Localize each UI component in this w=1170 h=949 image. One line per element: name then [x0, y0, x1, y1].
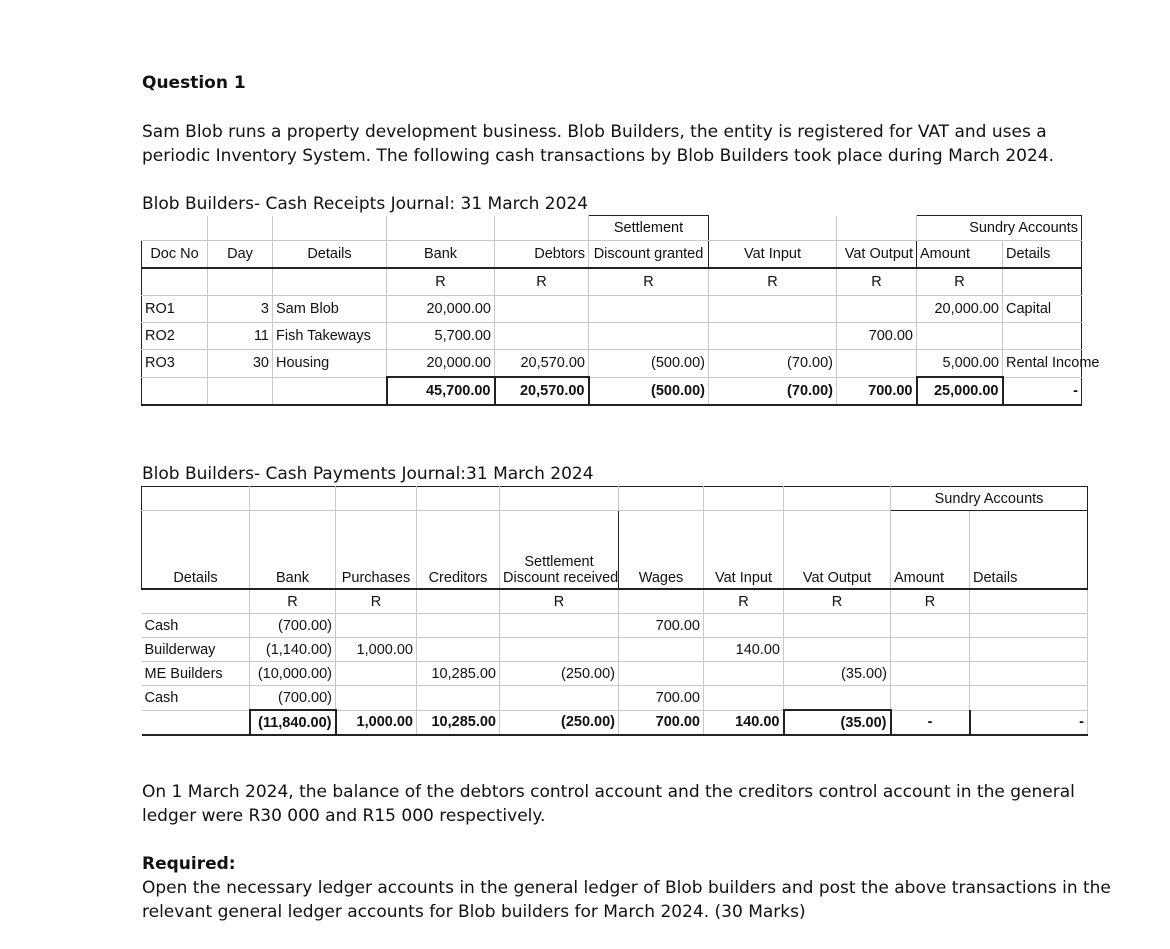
payments-header-details: Details [142, 511, 250, 590]
vat-output-cell [784, 686, 891, 711]
creditors-cell: 10,285.00 [417, 662, 500, 686]
purchases-cell [336, 614, 417, 638]
payments-header-bank: Bank [250, 511, 336, 590]
payments-unit-bank: R [250, 589, 336, 614]
total-debtors-cell: 20,570.00 [495, 377, 589, 405]
table-row [142, 350, 1082, 378]
vat-output-cell: (35.00) [784, 662, 891, 686]
creditors-cell [417, 686, 500, 711]
sundry-details-cell [970, 662, 1088, 686]
payments-header-purchases: Purchases [336, 511, 417, 590]
intro-line-1: Sam Blob runs a property development business. Blob Builders, the entity is registered for VAT and uses a [142, 122, 1047, 142]
receipts-header-vat-input: Vat Input [709, 241, 837, 269]
debtors-cell: 20,570.00 [495, 350, 589, 378]
vat-input-cell [704, 662, 784, 686]
total-sundry-details-cell: - [1003, 377, 1082, 405]
receipts-totals-row [142, 377, 1082, 405]
purchases-cell [336, 686, 417, 711]
question-title: Question 1 [142, 73, 246, 93]
debtors-cell [495, 296, 589, 323]
discount-cell: (500.00) [589, 350, 709, 378]
vat-input-cell [709, 323, 837, 350]
intro-line-2: periodic Inventory System. The following cash transactions by Blob Builders took place during March 2024. [142, 146, 1054, 166]
amount-cell [891, 662, 970, 686]
vat-output-cell [784, 614, 891, 638]
payments-header-settlement: Settlement [524, 554, 594, 570]
creditors-cell [417, 638, 500, 662]
payments-header-creditors: Creditors [417, 511, 500, 590]
sundry-details-cell: Rental Income [1003, 350, 1082, 378]
payments-header-sundry-details: Details [970, 511, 1088, 590]
amount-cell [917, 323, 1003, 350]
payments-header-settlement-cell [500, 511, 619, 590]
wages-cell: 700.00 [619, 614, 704, 638]
vat-input-cell [704, 686, 784, 711]
day-cell: 3 [208, 296, 273, 323]
details-cell: Sam Blob [273, 296, 387, 323]
payments-header-wages: Wages [619, 511, 704, 590]
total-creditors-cell: 10,285.00 [417, 710, 500, 735]
table-row [142, 296, 1082, 323]
receipts-header-details: Details [273, 241, 387, 269]
discount-cell [500, 638, 619, 662]
total-discount-cell: (500.00) [589, 377, 709, 405]
total-sundry-details-cell: - [970, 710, 1088, 735]
doc-no-cell: RO3 [142, 350, 208, 378]
sundry-details-cell: Capital [1003, 296, 1082, 323]
amount-cell [891, 638, 970, 662]
payments-unit-discount: R [500, 589, 619, 614]
receipts-unit-amount: R [917, 268, 1003, 296]
receipts-header-row-2 [142, 241, 1082, 269]
receipts-unit-discount: R [589, 268, 709, 296]
details-cell: Cash [142, 614, 250, 638]
vat-output-cell [784, 638, 891, 662]
required-line-2: relevant general ledger accounts for Blob builders for March 2024. (30 Marks) [142, 902, 806, 922]
discount-cell [500, 614, 619, 638]
payments-header-vat-input: Vat Input [704, 511, 784, 590]
vat-input-cell [704, 614, 784, 638]
required-line-1: Open the necessary ledger accounts in the general ledger of Blob builders and post the above transactions in the [142, 878, 1111, 898]
payments-unit-row [142, 589, 1088, 614]
receipts-header-row-1 [142, 216, 1082, 241]
vat-output-cell: 700.00 [837, 323, 917, 350]
payments-unit-amount: R [891, 589, 970, 614]
receipts-header-vat-output: Vat Output [837, 241, 917, 269]
discount-cell: (250.00) [500, 662, 619, 686]
total-amount-cell: - [891, 710, 970, 735]
table-row [142, 662, 1088, 686]
vat-output-cell [837, 296, 917, 323]
day-cell: 11 [208, 323, 273, 350]
discount-cell [589, 296, 709, 323]
wages-cell [619, 662, 704, 686]
total-vat-output-cell: (35.00) [784, 710, 891, 735]
discount-cell [500, 686, 619, 711]
receipts-header-debtors: Debtors [495, 241, 589, 269]
total-bank-cell: 45,700.00 [387, 377, 495, 405]
discount-cell [589, 323, 709, 350]
creditors-cell [417, 614, 500, 638]
details-cell: Fish Takeways [273, 323, 387, 350]
receipts-header-sundry-details: Details [1003, 241, 1082, 269]
sundry-details-cell [970, 614, 1088, 638]
table-row [142, 323, 1082, 350]
cash-payments-journal-table [141, 486, 1088, 736]
balance-paragraph-line-1: On 1 March 2024, the balance of the debtors control account and the creditors control account in the general [142, 782, 1075, 802]
details-cell: Housing [273, 350, 387, 378]
total-vat-input-cell: (70.00) [709, 377, 837, 405]
payments-journal-title: Blob Builders- Cash Payments Journal:31 March 2024 [142, 464, 594, 484]
bank-cell: 5,700.00 [387, 323, 495, 350]
amount-cell: 20,000.00 [917, 296, 1003, 323]
purchases-cell: 1,000.00 [336, 638, 417, 662]
payments-totals-row [142, 710, 1088, 735]
table-row [142, 614, 1088, 638]
sundry-details-cell [970, 638, 1088, 662]
receipts-header-amount: Amount [917, 241, 1003, 269]
details-cell: Builderway [142, 638, 250, 662]
debtors-cell [495, 323, 589, 350]
total-vat-input-cell: 140.00 [704, 710, 784, 735]
payments-header-vat-output: Vat Output [784, 511, 891, 590]
receipts-unit-bank: R [387, 268, 495, 296]
total-discount-cell: (250.00) [500, 710, 619, 735]
total-wages-cell: 700.00 [619, 710, 704, 735]
bank-cell: (700.00) [250, 686, 336, 711]
wages-cell: 700.00 [619, 686, 704, 711]
sundry-details-cell [970, 686, 1088, 711]
amount-cell [891, 614, 970, 638]
details-cell: ME Builders [142, 662, 250, 686]
vat-input-cell: 140.00 [704, 638, 784, 662]
required-label: Required: [142, 854, 236, 874]
total-purchases-cell: 1,000.00 [336, 710, 417, 735]
receipts-header-docno: Doc No [142, 241, 208, 269]
payments-header-amount: Amount [891, 511, 970, 590]
bank-cell: (10,000.00) [250, 662, 336, 686]
amount-cell: 5,000.00 [917, 350, 1003, 378]
table-row [142, 686, 1088, 711]
payments-unit-vat-input: R [704, 589, 784, 614]
total-vat-output-cell: 700.00 [837, 377, 917, 405]
payments-header-discount: Discount received [503, 570, 619, 586]
receipts-header-bank: Bank [387, 241, 495, 269]
receipts-unit-vat-output: R [837, 268, 917, 296]
payments-unit-vat-output: R [784, 589, 891, 614]
purchases-cell [336, 662, 417, 686]
receipts-journal-title: Blob Builders- Cash Receipts Journal: 31 March 2024 [142, 194, 589, 214]
table-row [142, 638, 1088, 662]
payments-header-row-2 [142, 511, 1088, 590]
receipts-unit-row [142, 268, 1082, 296]
amount-cell [891, 686, 970, 711]
receipts-unit-debtors: R [495, 268, 589, 296]
vat-input-cell [709, 296, 837, 323]
receipts-header-sundry: Sundry Accounts [917, 216, 1082, 241]
bank-cell: (1,140.00) [250, 638, 336, 662]
doc-no-cell: RO1 [142, 296, 208, 323]
bank-cell: (700.00) [250, 614, 336, 638]
day-cell: 30 [208, 350, 273, 378]
bank-cell: 20,000.00 [387, 296, 495, 323]
payments-header-sundry: Sundry Accounts [891, 487, 1088, 511]
total-bank-cell: (11,840.00) [250, 710, 336, 735]
wages-cell [619, 638, 704, 662]
receipts-header-discount: Discount granted [589, 241, 709, 269]
vat-output-cell [837, 350, 917, 378]
receipts-header-day: Day [208, 241, 273, 269]
payments-header-row-1 [142, 487, 1088, 511]
receipts-unit-vat-input: R [709, 268, 837, 296]
details-cell: Cash [142, 686, 250, 711]
receipts-header-settlement: Settlement [589, 216, 709, 241]
sundry-details-cell [1003, 323, 1082, 350]
payments-unit-purchases: R [336, 589, 417, 614]
balance-paragraph-line-2: ledger were R30 000 and R15 000 respectively. [142, 806, 546, 826]
vat-input-cell: (70.00) [709, 350, 837, 378]
total-amount-cell: 25,000.00 [917, 377, 1003, 405]
cash-receipts-journal-table [141, 215, 1100, 406]
bank-cell: 20,000.00 [387, 350, 495, 378]
doc-no-cell: RO2 [142, 323, 208, 350]
